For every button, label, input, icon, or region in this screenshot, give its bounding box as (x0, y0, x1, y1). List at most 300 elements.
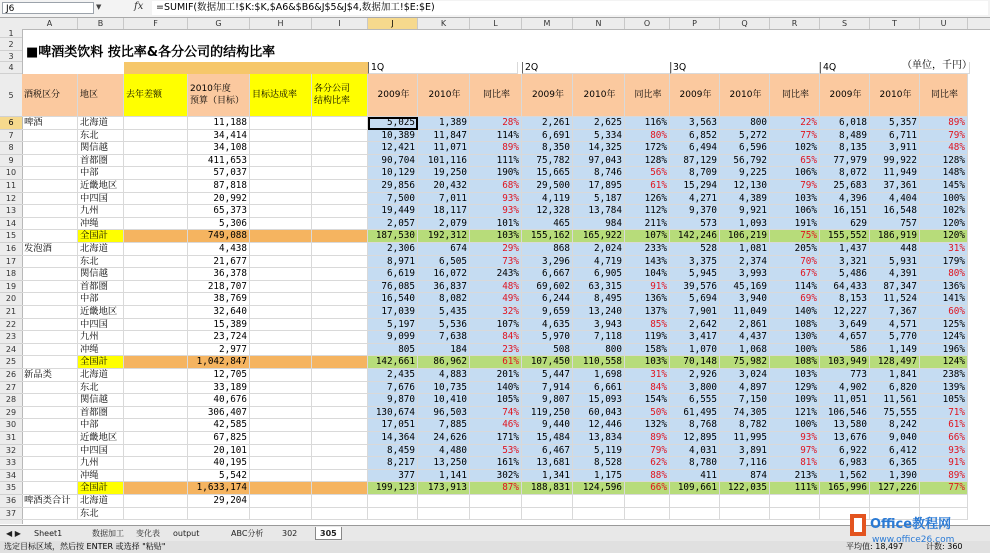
share-cell[interactable] (312, 281, 368, 294)
category-cell[interactable] (22, 180, 78, 193)
data-cell-u[interactable]: 139% (920, 382, 968, 395)
share-cell[interactable] (312, 495, 368, 508)
data-cell-s[interactable]: 16,151 (820, 205, 870, 218)
data-cell-n[interactable]: 8,528 (573, 457, 625, 470)
data-cell-k[interactable]: 11,071 (418, 142, 470, 155)
data-cell-r[interactable]: 70% (770, 256, 820, 269)
data-cell-q[interactable]: 45,169 (720, 281, 770, 294)
target-cell[interactable] (250, 319, 312, 332)
budget-cell[interactable]: 4,438 (188, 243, 250, 256)
target-cell[interactable] (250, 382, 312, 395)
data-cell-o[interactable]: 143% (625, 256, 670, 269)
share-cell[interactable] (312, 344, 368, 357)
data-cell-k[interactable]: 5,536 (418, 319, 470, 332)
share-cell[interactable] (312, 193, 368, 206)
target-cell[interactable] (250, 130, 312, 143)
region-cell[interactable]: 全国計 (78, 482, 124, 495)
data-cell-t[interactable]: 6,412 (870, 445, 920, 458)
category-cell[interactable] (22, 508, 78, 521)
data-cell-p[interactable]: 12,895 (670, 432, 720, 445)
data-cell-q[interactable]: 11,049 (720, 306, 770, 319)
share-cell[interactable] (312, 482, 368, 495)
data-cell-k[interactable]: 6,505 (418, 256, 470, 269)
last-year-cell[interactable] (124, 470, 188, 483)
data-cell-u[interactable]: 60% (920, 306, 968, 319)
category-cell[interactable] (22, 205, 78, 218)
region-cell[interactable]: 首都圏 (78, 155, 124, 168)
column-header-j[interactable]: J (368, 18, 418, 29)
data-cell-k[interactable] (418, 495, 470, 508)
data-cell-n[interactable]: 800 (573, 344, 625, 357)
budget-cell[interactable]: 20,101 (188, 445, 250, 458)
row-header-15[interactable]: 15 (0, 230, 22, 243)
target-cell[interactable] (250, 432, 312, 445)
data-cell-s[interactable]: 11,051 (820, 394, 870, 407)
region-cell[interactable]: 北海道 (78, 495, 124, 508)
header-target[interactable]: 目标达成率 (250, 74, 312, 117)
row-header-6[interactable]: 6 (0, 117, 22, 130)
data-cell-t[interactable]: 128,497 (870, 356, 920, 369)
target-cell[interactable] (250, 495, 312, 508)
sheet-tab-ABC分析[interactable]: ABC分析 (231, 529, 264, 538)
row-header-9[interactable]: 9 (0, 155, 22, 168)
last-year-cell[interactable] (124, 167, 188, 180)
share-cell[interactable] (312, 432, 368, 445)
data-cell-p[interactable]: 3,563 (670, 117, 720, 130)
data-cell-r[interactable]: 97% (770, 445, 820, 458)
data-cell-q[interactable]: 4,437 (720, 331, 770, 344)
header-p[interactable]: 2009年 (670, 74, 720, 117)
data-cell-k[interactable]: 86,962 (418, 356, 470, 369)
category-cell[interactable] (22, 419, 78, 432)
budget-cell[interactable]: 1,042,847 (188, 356, 250, 369)
data-cell-q[interactable] (720, 495, 770, 508)
last-year-cell[interactable] (124, 407, 188, 420)
region-cell[interactable]: 中部 (78, 167, 124, 180)
budget-cell[interactable]: 12,705 (188, 369, 250, 382)
target-cell[interactable] (250, 344, 312, 357)
target-cell[interactable] (250, 306, 312, 319)
data-cell-u[interactable]: 89% (920, 117, 968, 130)
category-cell[interactable] (22, 256, 78, 269)
region-cell[interactable]: 中四国 (78, 445, 124, 458)
data-cell-l[interactable] (470, 508, 522, 521)
data-cell-u[interactable]: 77% (920, 482, 968, 495)
last-year-cell[interactable] (124, 319, 188, 332)
last-year-cell[interactable] (124, 419, 188, 432)
row-header-28[interactable]: 28 (0, 394, 22, 407)
data-cell-r[interactable]: 121% (770, 407, 820, 420)
data-cell-s[interactable]: 8,153 (820, 293, 870, 306)
share-cell[interactable] (312, 218, 368, 231)
data-cell-m[interactable] (522, 508, 573, 521)
data-cell-o[interactable]: 154% (625, 394, 670, 407)
data-cell-n[interactable]: 4,719 (573, 256, 625, 269)
data-cell-s[interactable]: 13,580 (820, 419, 870, 432)
data-cell-t[interactable]: 127,226 (870, 482, 920, 495)
insert-function-icon[interactable]: fx (134, 1, 144, 12)
region-cell[interactable]: 中部 (78, 419, 124, 432)
region-cell[interactable]: 九州 (78, 457, 124, 470)
row-header-31[interactable]: 31 (0, 432, 22, 445)
data-cell-l[interactable]: 87% (470, 482, 522, 495)
header-region[interactable]: 地区 (78, 74, 124, 117)
target-cell[interactable] (250, 155, 312, 168)
target-cell[interactable] (250, 445, 312, 458)
data-cell-q[interactable]: 7,150 (720, 394, 770, 407)
data-cell-l[interactable]: 93% (470, 205, 522, 218)
budget-cell[interactable]: 11,188 (188, 117, 250, 130)
data-cell-p[interactable]: 528 (670, 243, 720, 256)
data-cell-r[interactable]: 103% (770, 193, 820, 206)
data-cell-r[interactable]: 75% (770, 230, 820, 243)
target-cell[interactable] (250, 117, 312, 130)
share-cell[interactable] (312, 394, 368, 407)
data-cell-q[interactable]: 9,225 (720, 167, 770, 180)
data-cell-p[interactable]: 70,148 (670, 356, 720, 369)
data-cell-o[interactable]: 88% (625, 470, 670, 483)
data-cell-q[interactable]: 12,130 (720, 180, 770, 193)
target-cell[interactable] (250, 419, 312, 432)
data-cell-k[interactable]: 674 (418, 243, 470, 256)
data-cell-u[interactable]: 89% (920, 470, 968, 483)
data-cell-o[interactable]: 126% (625, 193, 670, 206)
data-cell-t[interactable]: 11,949 (870, 167, 920, 180)
data-cell-s[interactable]: 13,676 (820, 432, 870, 445)
data-cell-l[interactable]: 53% (470, 445, 522, 458)
data-cell-s[interactable]: 6,922 (820, 445, 870, 458)
data-cell-q[interactable]: 874 (720, 470, 770, 483)
data-cell-r[interactable]: 191% (770, 218, 820, 231)
data-cell-j[interactable]: 5,197 (368, 319, 418, 332)
row-header-26[interactable]: 26 (0, 369, 22, 382)
data-cell-o[interactable] (625, 495, 670, 508)
data-cell-p[interactable]: 411 (670, 470, 720, 483)
category-cell[interactable] (22, 218, 78, 231)
region-cell[interactable]: 冲绳 (78, 470, 124, 483)
data-cell-k[interactable] (418, 508, 470, 521)
data-cell-k[interactable]: 13,250 (418, 457, 470, 470)
target-cell[interactable] (250, 268, 312, 281)
data-cell-l[interactable]: 101% (470, 218, 522, 231)
data-cell-m[interactable]: 9,807 (522, 394, 573, 407)
data-cell-o[interactable]: 66% (625, 482, 670, 495)
data-cell-l[interactable]: 32% (470, 306, 522, 319)
category-cell[interactable] (22, 306, 78, 319)
data-cell-o[interactable]: 91% (625, 281, 670, 294)
data-cell-m[interactable]: 4,635 (522, 319, 573, 332)
sheet-tab-Sheet1[interactable]: Sheet1 (34, 529, 63, 538)
budget-cell[interactable]: 33,189 (188, 382, 250, 395)
category-cell[interactable]: 新品类 (22, 369, 78, 382)
budget-cell[interactable]: 87,818 (188, 180, 250, 193)
data-cell-q[interactable]: 3,891 (720, 445, 770, 458)
quarter-header-1[interactable]: 1Q (368, 62, 518, 74)
data-cell-m[interactable]: 75,782 (522, 155, 573, 168)
data-cell-u[interactable]: 105% (920, 394, 968, 407)
data-cell-u[interactable] (920, 495, 968, 508)
data-cell-n[interactable]: 1,698 (573, 369, 625, 382)
data-cell-r[interactable]: 130% (770, 331, 820, 344)
row-header-13[interactable]: 13 (0, 205, 22, 218)
data-cell-o[interactable]: 103% (625, 356, 670, 369)
data-cell-t[interactable]: 1,841 (870, 369, 920, 382)
region-cell[interactable]: 九州 (78, 331, 124, 344)
column-header-f[interactable]: F (124, 18, 188, 29)
data-cell-q[interactable]: 3,024 (720, 369, 770, 382)
data-cell-o[interactable]: 31% (625, 369, 670, 382)
column-header-u[interactable]: U (920, 18, 968, 29)
category-cell[interactable] (22, 445, 78, 458)
column-header-o[interactable]: O (625, 18, 670, 29)
share-cell[interactable] (312, 382, 368, 395)
data-cell-l[interactable]: 190% (470, 167, 522, 180)
header-s[interactable]: 2009年 (820, 74, 870, 117)
share-cell[interactable] (312, 306, 368, 319)
data-cell-u[interactable]: 80% (920, 268, 968, 281)
budget-cell[interactable]: 306,407 (188, 407, 250, 420)
data-cell-k[interactable]: 7,885 (418, 419, 470, 432)
target-cell[interactable] (250, 256, 312, 269)
last-year-cell[interactable] (124, 130, 188, 143)
row-header-3[interactable]: 3 (0, 51, 22, 62)
header-j[interactable]: 2009年 (368, 74, 418, 117)
data-cell-q[interactable]: 2,861 (720, 319, 770, 332)
data-cell-m[interactable]: 29,500 (522, 180, 573, 193)
data-cell-o[interactable]: 80% (625, 130, 670, 143)
budget-cell[interactable]: 57,037 (188, 167, 250, 180)
row-header-7[interactable]: 7 (0, 130, 22, 143)
budget-cell[interactable]: 34,414 (188, 130, 250, 143)
data-cell-j[interactable]: 2,057 (368, 218, 418, 231)
header-t[interactable]: 2010年 (870, 74, 920, 117)
row-header-16[interactable]: 16 (0, 243, 22, 256)
data-cell-n[interactable]: 7,118 (573, 331, 625, 344)
data-cell-k[interactable]: 1,141 (418, 470, 470, 483)
row-header-34[interactable]: 34 (0, 470, 22, 483)
data-cell-n[interactable]: 13,784 (573, 205, 625, 218)
data-cell-q[interactable]: 106,219 (720, 230, 770, 243)
data-cell-q[interactable]: 3,940 (720, 293, 770, 306)
budget-cell[interactable]: 15,389 (188, 319, 250, 332)
row-header-12[interactable]: 12 (0, 193, 22, 206)
header-q[interactable]: 2010年 (720, 74, 770, 117)
budget-cell[interactable]: 23,724 (188, 331, 250, 344)
data-cell-j[interactable]: 12,421 (368, 142, 418, 155)
data-cell-o[interactable]: 158% (625, 344, 670, 357)
data-cell-l[interactable]: 107% (470, 319, 522, 332)
target-cell[interactable] (250, 457, 312, 470)
data-cell-r[interactable]: 213% (770, 470, 820, 483)
data-cell-p[interactable]: 1,070 (670, 344, 720, 357)
data-cell-k[interactable]: 192,312 (418, 230, 470, 243)
data-cell-u[interactable]: 79% (920, 130, 968, 143)
header-n[interactable]: 2010年 (573, 74, 625, 117)
budget-cell[interactable]: 5,306 (188, 218, 250, 231)
column-header-k[interactable]: K (418, 18, 470, 29)
data-cell-t[interactable]: 6,365 (870, 457, 920, 470)
data-cell-u[interactable]: 145% (920, 180, 968, 193)
data-cell-u[interactable]: 124% (920, 331, 968, 344)
row-header-32[interactable]: 32 (0, 445, 22, 458)
data-cell-n[interactable]: 97,043 (573, 155, 625, 168)
column-header-m[interactable]: M (522, 18, 573, 29)
data-cell-j[interactable]: 130,674 (368, 407, 418, 420)
data-cell-l[interactable]: 74% (470, 407, 522, 420)
data-cell-r[interactable]: 106% (770, 167, 820, 180)
data-cell-u[interactable]: 124% (920, 356, 968, 369)
category-cell[interactable] (22, 457, 78, 470)
data-cell-k[interactable]: 36,837 (418, 281, 470, 294)
data-cell-p[interactable]: 4,031 (670, 445, 720, 458)
budget-cell[interactable]: 21,677 (188, 256, 250, 269)
data-cell-t[interactable]: 99,922 (870, 155, 920, 168)
data-cell-s[interactable]: 4,902 (820, 382, 870, 395)
data-cell-n[interactable]: 2,024 (573, 243, 625, 256)
data-cell-j[interactable]: 19,449 (368, 205, 418, 218)
column-header-h[interactable]: H (250, 18, 312, 29)
region-cell[interactable]: 近畿地区 (78, 306, 124, 319)
share-cell[interactable] (312, 155, 368, 168)
data-cell-k[interactable]: 4,480 (418, 445, 470, 458)
region-cell[interactable]: 中四国 (78, 193, 124, 206)
last-year-cell[interactable] (124, 432, 188, 445)
row-header-24[interactable]: 24 (0, 344, 22, 357)
row-header-10[interactable]: 10 (0, 167, 22, 180)
category-cell[interactable]: 发泡酒 (22, 243, 78, 256)
category-cell[interactable]: 啤酒类合计 (22, 495, 78, 508)
data-cell-j[interactable]: 29,856 (368, 180, 418, 193)
data-cell-q[interactable]: 3,993 (720, 268, 770, 281)
region-cell[interactable]: 首都圏 (78, 407, 124, 420)
share-cell[interactable] (312, 369, 368, 382)
data-cell-r[interactable]: 140% (770, 306, 820, 319)
data-cell-n[interactable]: 1,175 (573, 470, 625, 483)
header-o[interactable]: 同比率 (625, 74, 670, 117)
budget-cell[interactable]: 5,542 (188, 470, 250, 483)
data-cell-q[interactable] (720, 508, 770, 521)
data-cell-o[interactable]: 116% (625, 117, 670, 130)
data-cell-j[interactable] (368, 495, 418, 508)
data-cell-k[interactable]: 96,503 (418, 407, 470, 420)
last-year-cell[interactable] (124, 495, 188, 508)
data-cell-j[interactable]: 17,051 (368, 419, 418, 432)
data-cell-l[interactable]: 68% (470, 180, 522, 193)
data-cell-l[interactable]: 161% (470, 457, 522, 470)
data-cell-q[interactable]: 56,792 (720, 155, 770, 168)
data-cell-q[interactable]: 8,782 (720, 419, 770, 432)
data-cell-n[interactable]: 5,334 (573, 130, 625, 143)
data-cell-r[interactable]: 103% (770, 369, 820, 382)
data-cell-r[interactable]: 100% (770, 344, 820, 357)
data-cell-t[interactable]: 16,548 (870, 205, 920, 218)
data-cell-q[interactable]: 1,093 (720, 218, 770, 231)
target-cell[interactable] (250, 142, 312, 155)
data-cell-o[interactable]: 119% (625, 331, 670, 344)
header-budget[interactable]: 2010年度 预算（目标） (188, 74, 250, 117)
data-cell-u[interactable]: 91% (920, 457, 968, 470)
header-m[interactable]: 2009年 (522, 74, 573, 117)
data-cell-n[interactable]: 110,558 (573, 356, 625, 369)
data-cell-k[interactable]: 7,638 (418, 331, 470, 344)
data-cell-s[interactable]: 106,546 (820, 407, 870, 420)
category-cell[interactable] (22, 407, 78, 420)
data-cell-n[interactable]: 2,625 (573, 117, 625, 130)
category-cell[interactable] (22, 470, 78, 483)
data-cell-o[interactable]: 233% (625, 243, 670, 256)
region-cell[interactable]: 北海道 (78, 243, 124, 256)
data-cell-u[interactable]: 141% (920, 293, 968, 306)
row-header-35[interactable]: 35 (0, 482, 22, 495)
data-cell-m[interactable] (522, 495, 573, 508)
target-cell[interactable] (250, 180, 312, 193)
data-cell-r[interactable]: 108% (770, 356, 820, 369)
data-cell-j[interactable]: 14,364 (368, 432, 418, 445)
data-cell-o[interactable]: 136% (625, 293, 670, 306)
last-year-cell[interactable] (124, 382, 188, 395)
data-cell-q[interactable]: 74,305 (720, 407, 770, 420)
data-cell-l[interactable]: 105% (470, 394, 522, 407)
data-cell-n[interactable]: 6,905 (573, 268, 625, 281)
data-cell-k[interactable]: 4,883 (418, 369, 470, 382)
data-cell-o[interactable]: 132% (625, 419, 670, 432)
data-cell-r[interactable]: 102% (770, 142, 820, 155)
row-header-5[interactable]: 5 (0, 74, 22, 117)
data-cell-j[interactable]: 10,389 (368, 130, 418, 143)
data-cell-s[interactable]: 1,562 (820, 470, 870, 483)
share-cell[interactable] (312, 130, 368, 143)
budget-cell[interactable] (188, 508, 250, 521)
data-cell-l[interactable]: 302% (470, 470, 522, 483)
data-cell-u[interactable]: 71% (920, 407, 968, 420)
data-cell-s[interactable]: 3,649 (820, 319, 870, 332)
data-cell-s[interactable]: 12,227 (820, 306, 870, 319)
data-cell-l[interactable]: 28% (470, 117, 522, 130)
target-cell[interactable] (250, 482, 312, 495)
budget-cell[interactable]: 42,585 (188, 419, 250, 432)
data-cell-m[interactable]: 69,602 (522, 281, 573, 294)
target-cell[interactable] (250, 193, 312, 206)
data-cell-n[interactable]: 5,119 (573, 445, 625, 458)
quarter-header-2[interactable]: 2Q (522, 62, 672, 74)
budget-cell[interactable]: 38,769 (188, 293, 250, 306)
column-header-a[interactable]: A (22, 18, 78, 29)
column-header-s[interactable]: S (820, 18, 870, 29)
data-cell-j[interactable]: 187,530 (368, 230, 418, 243)
data-cell-j[interactable]: 8,971 (368, 256, 418, 269)
region-cell[interactable]: 全国計 (78, 230, 124, 243)
last-year-cell[interactable] (124, 293, 188, 306)
header-u[interactable]: 同比率 (920, 74, 968, 117)
share-cell[interactable] (312, 319, 368, 332)
last-year-cell[interactable] (124, 142, 188, 155)
data-cell-p[interactable]: 8,768 (670, 419, 720, 432)
data-cell-t[interactable]: 1,390 (870, 470, 920, 483)
budget-cell[interactable]: 411,653 (188, 155, 250, 168)
data-cell-s[interactable] (820, 495, 870, 508)
data-cell-u[interactable]: 102% (920, 205, 968, 218)
region-cell[interactable]: 関信越 (78, 268, 124, 281)
data-cell-n[interactable]: 13,240 (573, 306, 625, 319)
row-header-29[interactable]: 29 (0, 407, 22, 420)
data-cell-n[interactable]: 14,325 (573, 142, 625, 155)
data-cell-r[interactable]: 106% (770, 205, 820, 218)
data-cell-u[interactable]: 48% (920, 142, 968, 155)
data-cell-k[interactable]: 2,079 (418, 218, 470, 231)
data-cell-q[interactable]: 1,081 (720, 243, 770, 256)
column-header-t[interactable]: T (870, 18, 920, 29)
data-cell-j[interactable]: 5,025 (368, 117, 418, 130)
